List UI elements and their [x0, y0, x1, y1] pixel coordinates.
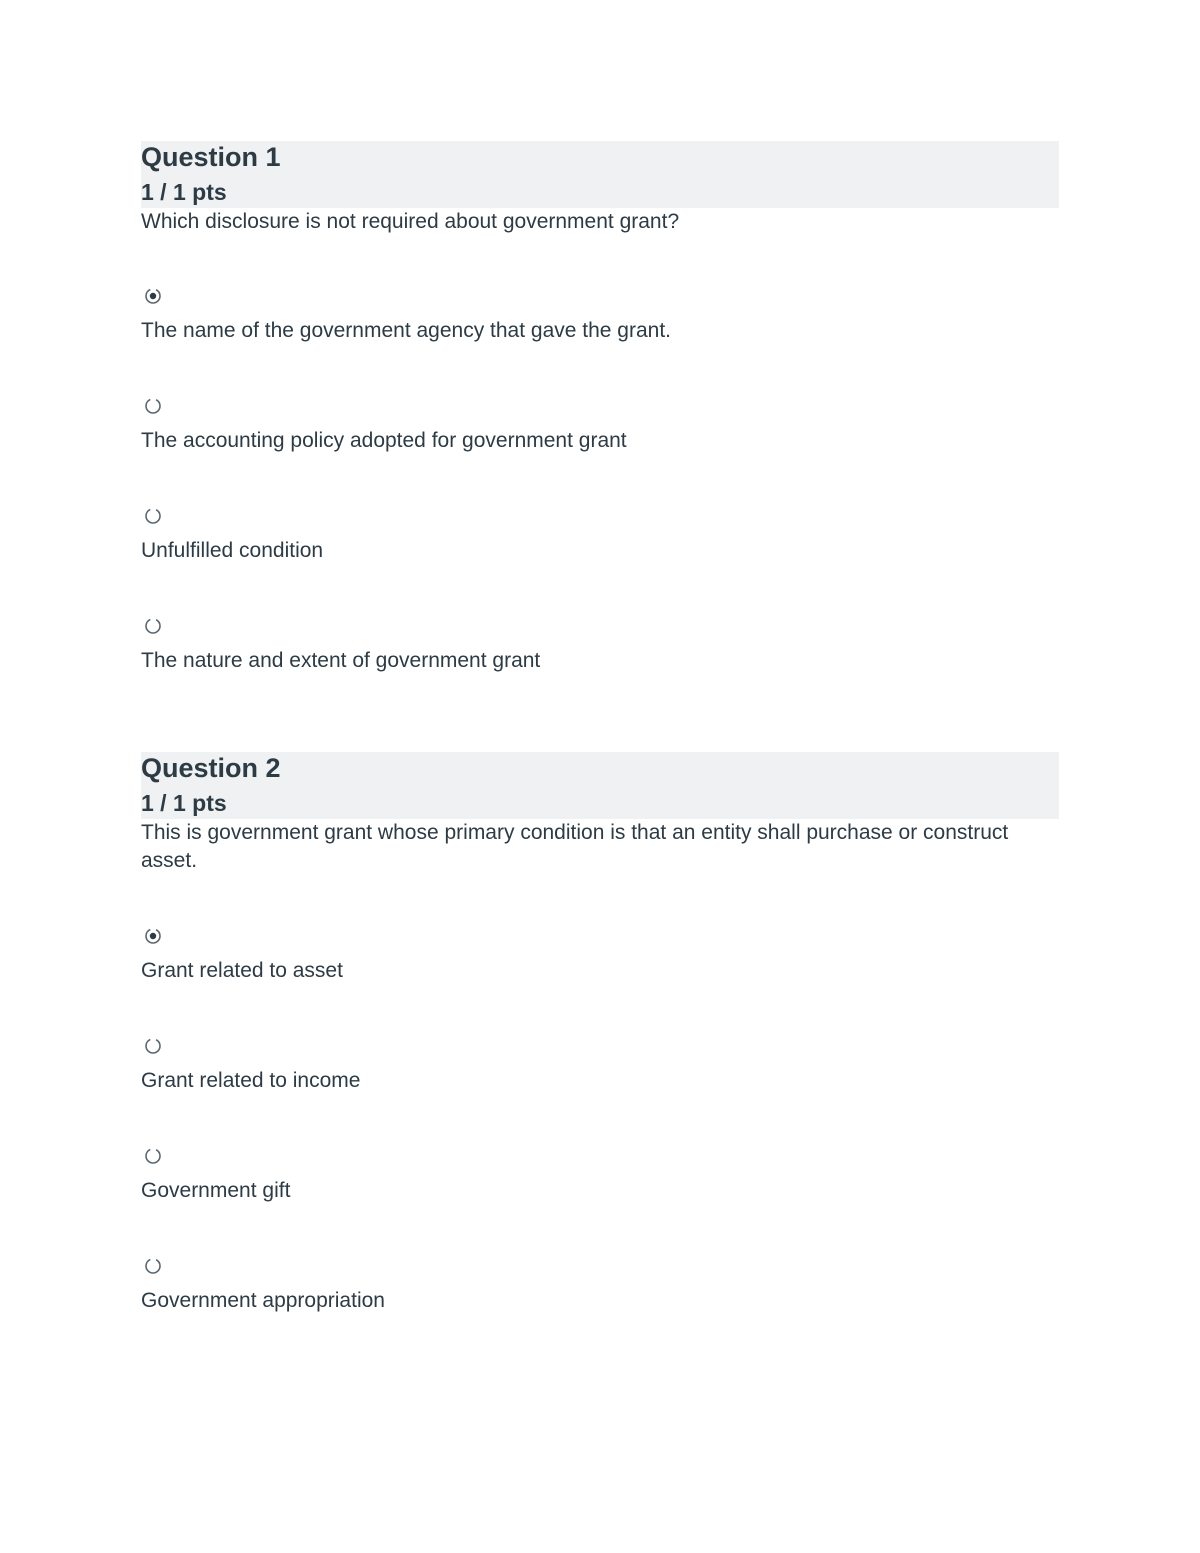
- radio-unselected-icon[interactable]: [144, 397, 162, 415]
- question-header: [141, 752, 1059, 819]
- radio-unselected-icon[interactable]: [144, 617, 162, 635]
- answer-option[interactable]: [141, 1257, 1059, 1327]
- answer-label: Grant related to income: [141, 1069, 361, 1092]
- answer-label: Unfulfilled condition: [141, 539, 324, 562]
- question-text: This is government grant whose primary condition is that an entity shall purchase or construct asset.: [141, 821, 1009, 872]
- question-points: 1 / 1 pts: [141, 179, 227, 205]
- answer-option[interactable]: [141, 1147, 1059, 1217]
- radio-selected-icon[interactable]: [144, 927, 162, 945]
- answer-option[interactable]: [141, 617, 1059, 687]
- answer-option[interactable]: [141, 1037, 1059, 1107]
- question-2: [141, 752, 1059, 1312]
- answer-label: Government gift: [141, 1179, 291, 1202]
- question-header: [141, 141, 1059, 208]
- radio-unselected-icon[interactable]: [144, 1037, 162, 1055]
- answer-label: The nature and extent of government grant: [141, 649, 541, 672]
- question-points: 1 / 1 pts: [141, 790, 227, 816]
- answer-label: Grant related to asset: [141, 959, 343, 982]
- answer-label: The accounting policy adopted for government grant: [141, 429, 627, 452]
- answer-option[interactable]: [141, 287, 1059, 357]
- radio-unselected-icon[interactable]: [144, 1147, 162, 1165]
- answer-option[interactable]: [141, 507, 1059, 577]
- question-title: Question 1: [141, 142, 281, 172]
- radio-selected-icon[interactable]: [144, 287, 162, 305]
- answer-option[interactable]: [141, 927, 1059, 997]
- question-1: [141, 141, 1059, 672]
- radio-unselected-icon[interactable]: [144, 507, 162, 525]
- question-text: Which disclosure is not required about government grant?: [141, 210, 680, 233]
- answer-option[interactable]: [141, 397, 1059, 467]
- radio-unselected-icon[interactable]: [144, 1257, 162, 1275]
- question-title: Question 2: [141, 753, 281, 783]
- answer-label: Government appropriation: [141, 1289, 385, 1312]
- answer-label: The name of the government agency that gave the grant.: [141, 319, 672, 342]
